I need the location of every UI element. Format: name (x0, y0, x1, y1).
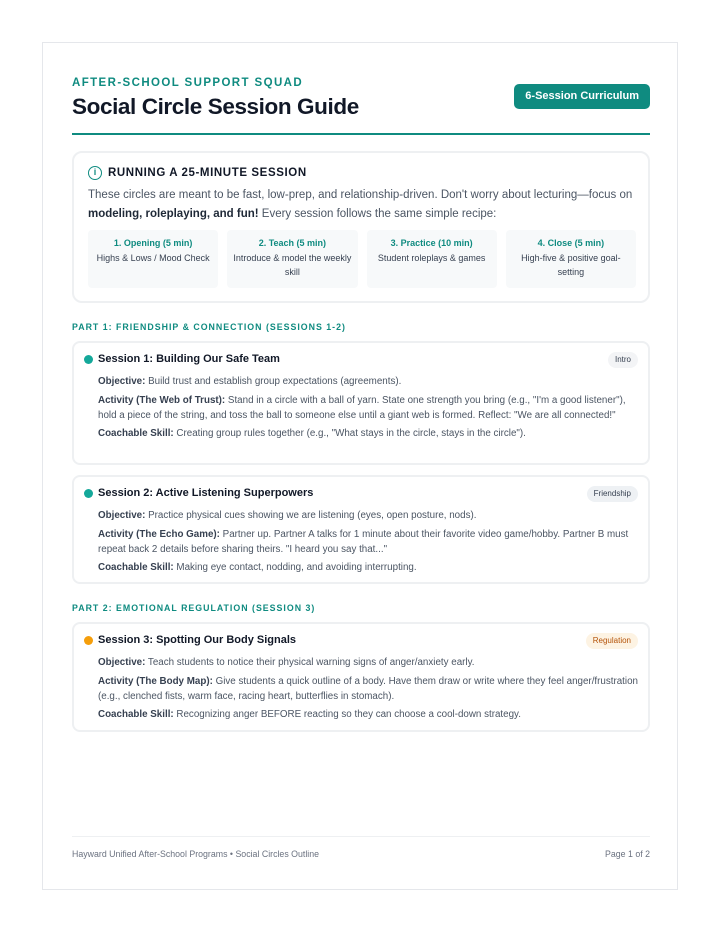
session-skill (98, 426, 640, 441)
activity-text: Partner up. Partner A talks for 1 minute about their favorite video game/hobby. Partner B must repeat back 2 details before sharing theirs. "I heard you say that..." (98, 528, 629, 555)
page-footer (72, 836, 650, 859)
page-header (72, 77, 650, 135)
session-card-2 (72, 475, 650, 584)
objective-label: Objective: (98, 657, 146, 668)
session-dot-icon (84, 636, 93, 645)
session-objective (98, 655, 640, 670)
session-objective (98, 508, 640, 523)
session-title: Session 2: Active Listening Superpowers (98, 487, 314, 499)
session-body (98, 374, 640, 445)
session-heading (84, 634, 296, 646)
part-1-heading: PART 1: FRIENDSHIP & CONNECTION (SESSIONS 1-2) (72, 322, 346, 332)
session-skill (98, 707, 640, 722)
info-icon: i (88, 166, 102, 180)
objective-text: Teach students to notice their physical warning signs of anger/anxiety early. (145, 657, 475, 668)
step-description: Highs & Lows / Mood Check (96, 253, 210, 263)
skill-label: Coachable Skill: (98, 562, 174, 573)
objective-label: Objective: (98, 510, 146, 521)
objective-text: Practice physical cues showing we are listening (eyes, open posture, nods). (145, 510, 477, 521)
session-tag: Friendship (587, 486, 638, 502)
overview-text-tail: Every session follows the same simple recipe: (258, 207, 497, 220)
overview-title: RUNNING A 25-MINUTE SESSION (108, 167, 307, 179)
step-title: 3. Practice (10 min) (390, 238, 473, 248)
session-overview-card (72, 151, 650, 303)
step-description: Introduce & model the weekly skill (233, 253, 352, 277)
session-heading (84, 353, 280, 365)
activity-label: Activity (The Web of Trust): (98, 394, 226, 406)
page-number: Page 1 of 2 (605, 849, 650, 859)
session-skill (98, 560, 640, 575)
footer-organization: Hayward Unified After-School Programs • Social Circles Outline (72, 849, 320, 859)
overview-text-lead: These circles are meant to be fast, low-prep, and relationship-driven. Don't worry about lecturing—focus on (88, 189, 633, 201)
skill-text: Recognizing anger BEFORE reacting so they can choose a cool-down strategy. (173, 709, 521, 720)
skill-label: Coachable Skill: (98, 709, 174, 720)
objective-text: Build trust and establish group expectations (agreements). (145, 376, 402, 387)
document-page (42, 42, 678, 890)
objective-label: Objective: (98, 376, 146, 387)
session-tag: Intro (608, 352, 638, 368)
overview-text (88, 186, 638, 223)
session-activity (98, 527, 640, 557)
page-title: Social Circle Session Guide (72, 94, 359, 119)
session-body (98, 508, 640, 579)
step-close (506, 230, 636, 288)
step-practice (367, 230, 497, 288)
step-title: 1. Opening (5 min) (113, 238, 193, 248)
step-description: High-five & positive goal-setting (521, 253, 621, 277)
part-2-heading: PART 2: EMOTIONAL REGULATION (SESSION 3) (72, 603, 316, 613)
activity-text: Give students a quick outline of a body. Have them draw or write where they feel anger/frustration (e.g., clenched fists, warm face, racing heart, butterflies in stomach). (98, 675, 638, 702)
session-tag: Regulation (586, 633, 638, 649)
activity-label: Activity (The Echo Game): (98, 528, 220, 540)
session-activity (98, 393, 640, 423)
session-title: Session 1: Building Our Safe Team (98, 353, 280, 365)
step-title: 4. Close (5 min) (537, 238, 605, 248)
session-dot-icon (84, 489, 93, 498)
session-title: Session 3: Spotting Our Body Signals (98, 634, 297, 646)
skill-label: Coachable Skill: (98, 428, 174, 439)
step-teach (227, 230, 357, 288)
skill-text: Creating group rules together (e.g., "What stays in the circle, stays in the circle"). (173, 428, 526, 439)
session-objective (98, 374, 640, 389)
organization-eyebrow: AFTER-SCHOOL SUPPORT SQUAD (72, 77, 304, 89)
step-opening (88, 230, 218, 288)
skill-text: Making eye contact, nodding, and avoiding interrupting. (173, 562, 417, 573)
session-steps (88, 230, 636, 288)
session-dot-icon (84, 355, 93, 364)
session-card-3 (72, 622, 650, 732)
activity-label: Activity (The Body Map): (98, 675, 213, 687)
session-activity (98, 674, 640, 704)
session-body (98, 655, 640, 726)
session-heading (84, 487, 313, 499)
step-title: 2. Teach (5 min) (258, 238, 327, 248)
activity-text: Stand in a circle with a ball of yarn. State one strength you bring (e.g., "I'm a good listener"), hold a piece of the string, and toss the ball to someone else until a giant web is formed. Reflect: "We are all connected!" (98, 394, 626, 421)
session-card-1 (72, 341, 650, 465)
overview-text-emphasis: modeling, roleplaying, and fun! (88, 207, 259, 220)
overview-heading (88, 166, 307, 180)
curriculum-badge: 6-Session Curriculum (514, 84, 650, 109)
step-description: Student roleplays & games (377, 253, 486, 263)
